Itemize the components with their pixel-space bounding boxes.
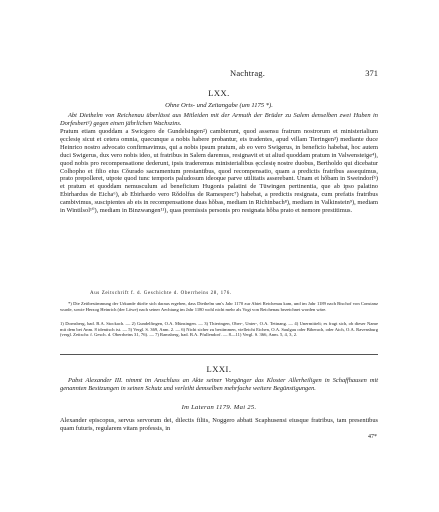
document-text: Pratum etiam quoddam a Swicgero de Gundelsingen²) cambierunt, quod assensu fratrum nostrorum et ministerialium ęcclesię sicut et cetera omnia, quecunque a nobis habere probantur, eis tradentes, apud villam Tieringen³) mediante duce Heinrico nostro advocato confirmavimus, qui a nobis ipsum pratum, ab eo vero Swigerus, in beneficio habebat, hoc autem duci Swigerus, dux vero nobis ideo, ut fratribus in Salem daremus, resignavit et ut aliud quoddam pratum in Valwensteige⁴), quod nobis pro recompensatione dederunt, ipsis traderemus ministerialibus ęcclesię nostre duobus, Bertholdo qui dicebatur Colhopho et filio eius Cǒurado sacramentum prestantibus, quod recompensatio, quam a predictis fratribus assequimus, prato prepolleret, utpote quod tunc temporis paludosum ideoque parve utilitatis asserebant. Unam et hǒbam in Sweindorf⁵) et pratum et quoddam nemusculum ad beneficium Hugonis palatini de Tüwingen pertinentia, que ab ipso palatino Ebirhardus de Eicha⁶), ab Ebirhardo vero Rǒdolfus de Ramesperc⁷) habebat, a predictis resignata, cum prefatis fratribus cambivimus, suscipientes ab eis in recompensatione duas hǒbas, mediam in Richinbach⁸), mediam in Valkinstein⁹), mediam in Wintilsol¹⁰), mediam in Binzwangen¹¹), quas premissis personis pro resignata hǒba prato et nemore prestitimus. bbox=[60, 128, 378, 215]
footnotes: 1) Dornsberg, bad. B.A. Stockach. — 2) Gundelfingen, O.A. Münsingen. — 3) Thieringen, Ober-, Unter-, O.A. Tettnang. — 4) Unermittelt; es fragt sich, ob dieser Name mit dem bei Anm. 8 identisch ist. — 5) Vergl. S. 369, Anm. 2. — 6) Nicht sicher zu bestimmen, vielleicht Eichen, O.A. Saulgau oder Biberach, oder Aich, O.A. Ravensburg (vergl. Zeitschr. f. Gesch. d. Oberrheins 31, 76). — 7) Ramsberg, bad. B.A. Pfullendorf. — 8—11) Vergl. S. 366, Anm. 5, 4, 3, 2. bbox=[60, 321, 378, 338]
document-number: LXX. bbox=[208, 88, 230, 98]
page-number: 371 bbox=[365, 68, 378, 78]
document-number-2: LXXI. bbox=[206, 364, 232, 374]
document-text-2: Alexander episcopus, servus servorum dei, dilectis filiis, Noggero abbati Scaphusensi eiusque fratribus, tam presentibus quam futuris, regularem vitam professis, in bbox=[60, 417, 378, 432]
document-regest: Abt Diethelm von Reichenau überlässt aus Mitleiden mit der Armuth der Brüder zu Salem denselben zwei Huben in Dorfesbert¹) gegen einen jährlichen Wachszins. bbox=[60, 112, 378, 127]
place-date: Im Lateran 1179. Mai 25. bbox=[181, 404, 257, 411]
page-header bbox=[60, 68, 378, 80]
document-regest-2: Pabst Alexander III. nimmt im Anschluss an Akte seiner Vorgänger das Kloster Allerheiligen in Schaffhausen mit genannten Besitzungen in seinen Schutz und verleiht demselben mehrfache weitere Begünstigungen. bbox=[60, 377, 378, 392]
footnote-dating: *) Die Zeitbestimmung der Urkunde dürfte sich daraus ergeben, dass Diethelm um's Jahr 1170 zur Abtei Reichenau kam, und im Jahr 1189 nach Bischof von Constanz wurde, sowie Herzog Heinrich (der Löwe) nach seiner Aechtung im Jahr 1180 wohl nicht mehr als Vogt von Reichenau bezeichnet worden wäre. bbox=[60, 301, 378, 312]
document-heading: Ohne Orts- und Zeitangabe (um 1175 *). bbox=[165, 102, 273, 109]
signature-mark: 47* bbox=[368, 434, 377, 440]
source-reference: Aus Zeitschrift f. d. Geschichte d. Oberrheins 28, 176. bbox=[90, 291, 232, 296]
running-head: Nachtrag. bbox=[230, 68, 266, 78]
section-divider bbox=[60, 354, 378, 355]
